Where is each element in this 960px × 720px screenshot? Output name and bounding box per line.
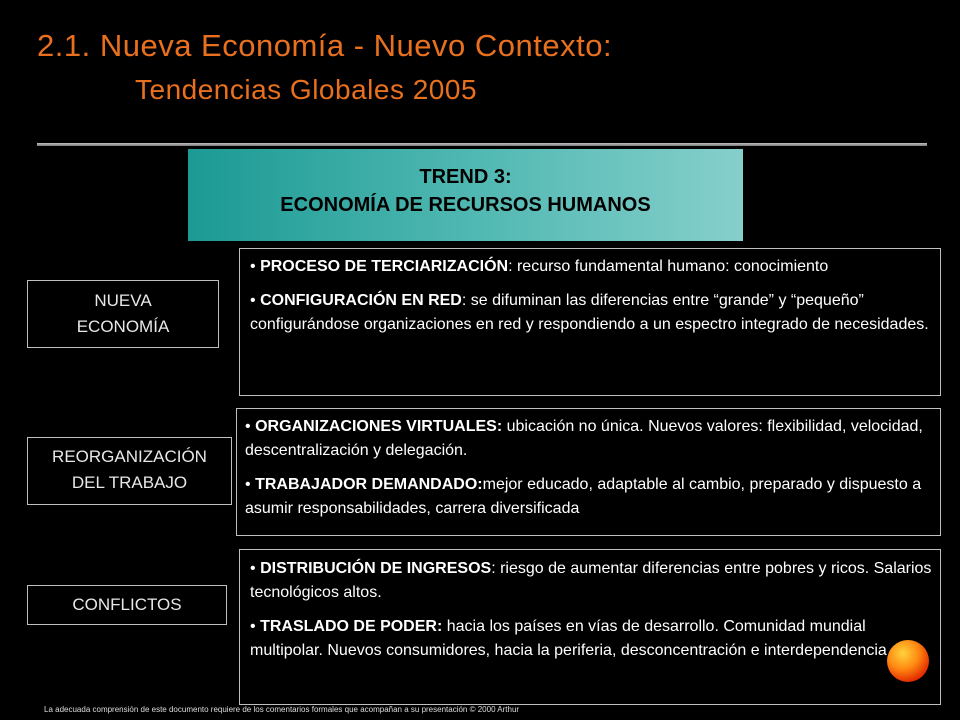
footer-disclaimer: La adecuada comprensión de este documento requiere de los comentarios formales que acompañan a su presentación © 2000 Arthur	[44, 705, 520, 714]
item-text: : riesgo de aumentar diferencias entre pobres y ricos. Salarios tecnológicos altos.	[250, 560, 932, 601]
item-term: PROCESO DE TERCIARIZACIÓN	[260, 258, 509, 275]
list-item	[250, 255, 932, 279]
item-term: DISTRIBUCIÓN DE INGRESOS	[260, 560, 492, 577]
list-item	[245, 473, 932, 521]
item-term: ORGANIZACIONES VIRTUALES:	[255, 418, 503, 435]
category-label-line1: REORGANIZACIÓN	[52, 447, 207, 466]
item-text: hacia los países en vías de desarrollo. Comunidad mundial multipolar. Nuevos consumidores, hacia la periferia, desconcentración e interdependencia	[250, 618, 887, 659]
slide-title: 2.1. Nueva Economía - Nuevo Contexto:	[37, 28, 613, 63]
content-box-reorganizacion	[236, 408, 941, 536]
category-label-line1: NUEVA	[94, 291, 152, 310]
bullet-icon: •	[250, 258, 256, 275]
item-text: ubicación no única. Nuevos valores: flexibilidad, velocidad, descentralización y delegación.	[245, 418, 923, 459]
bullet-icon: •	[250, 618, 256, 635]
category-label-line2: DEL TRABAJO	[71, 473, 188, 492]
list-item	[250, 289, 932, 337]
trend-heading: ECONOMÍA DE RECURSOS HUMANOS	[280, 194, 651, 216]
category-label-line1: CONFLICTOS	[72, 595, 182, 614]
item-term: CONFIGURACIÓN EN RED	[260, 292, 462, 309]
category-label-conflictos	[27, 585, 227, 625]
content-box-conflictos	[239, 549, 941, 705]
title-divider	[37, 143, 927, 146]
bullet-icon: •	[250, 292, 256, 309]
bullet-icon: •	[245, 418, 251, 435]
item-text: : se difuminan las diferencias entre “grande” y “pequeño” configurándose organizaciones en red y respondiendo a un espectro integrado de necesidades.	[250, 292, 929, 333]
list-item	[250, 615, 932, 663]
trend-number: TREND 3:	[419, 166, 512, 188]
item-term: TRASLADO DE PODER:	[260, 618, 443, 635]
bullet-icon: •	[250, 560, 256, 577]
item-text: mejor educado, adaptable al cambio, preparado y dispuesto a asumir responsabilidades, carrera diversificada	[245, 476, 922, 517]
item-text: : recurso fundamental humano: conocimiento	[508, 258, 829, 275]
list-item	[250, 557, 932, 605]
category-label-reorganizacion	[27, 437, 232, 505]
trend-banner	[188, 149, 743, 241]
list-item	[245, 415, 932, 463]
bullet-icon: •	[245, 476, 251, 493]
orange-sphere-icon	[887, 640, 929, 682]
category-label-line2: ECONOMÍA	[76, 317, 170, 336]
slide-subtitle: Tendencias Globales 2005	[135, 74, 478, 105]
item-term: TRABAJADOR DEMANDADO:	[255, 476, 483, 493]
content-box-nueva-economia	[239, 248, 941, 396]
category-label-nueva-economia	[27, 280, 219, 348]
